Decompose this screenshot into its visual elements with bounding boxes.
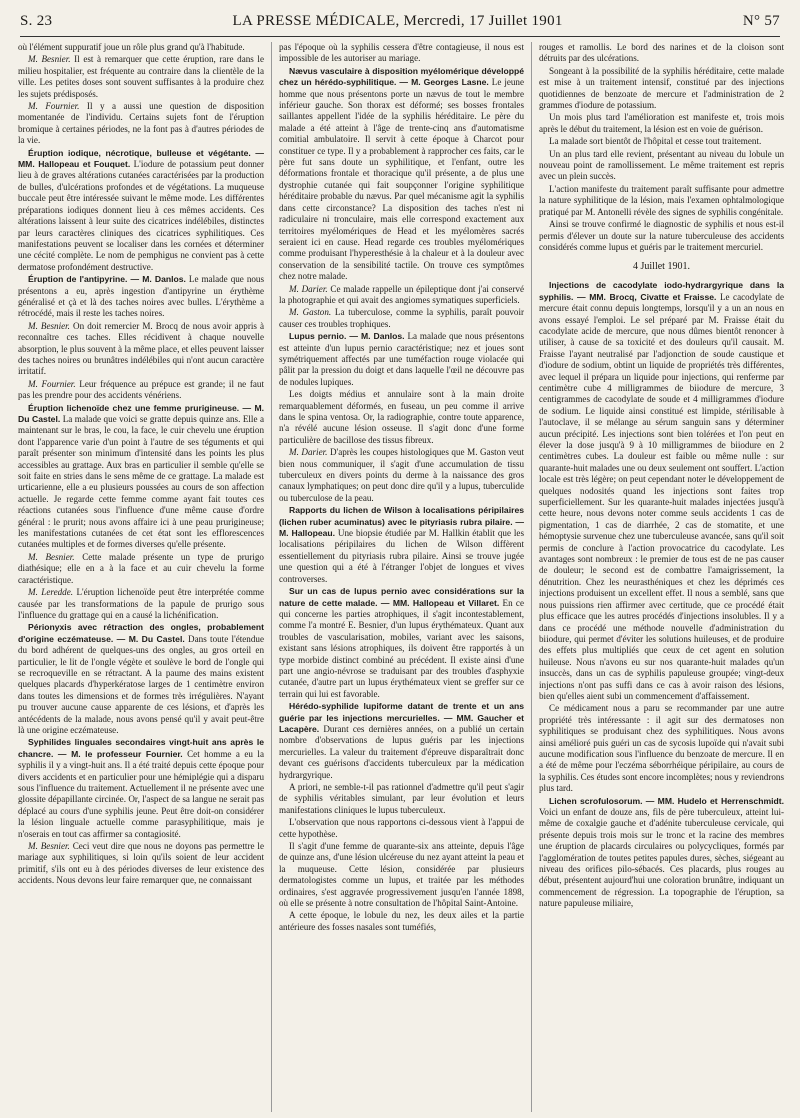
paragraph xyxy=(18,552,264,586)
paragraph-text: Cet homme a eu la syphilis il y a vingt-huit ans. Il a été traité depuis cette époque pour divers accidents et en particulier pour une hémiplégie qui a disparu sous l'influence du traitement. Actuellement il ne présente avec une glossite dépapillante circinée. Or, l'aspect de sa langue ne serait pas déplacé au cours d'une syphilis jeune. Peut être doit-on considérer la lésion linguale actuelle comme parasyphilitique, mais je n'oserais en tout cas affirmer sa contagiosité. xyxy=(18,748,264,839)
paragraph-text: où l'élément suppuratif joue un rôle plus grand qu'à l'habitude. xyxy=(18,42,245,52)
paragraph xyxy=(18,274,264,320)
header-masthead: LA PRESSE MÉDICALE, Mercredi, 17 Juillet 1901 xyxy=(232,12,563,29)
column-2 xyxy=(271,42,524,1112)
page-header xyxy=(20,8,780,34)
paragraph-heading: Injections de cacodylate iodo-hydrargyrique dans la syphilis. — MM. Brocq, Civatte et Fraisse. xyxy=(539,280,784,302)
speaker-name: M. Darier. xyxy=(289,447,328,458)
paragraph xyxy=(18,841,264,887)
paragraph-text: L'action manifeste du traitement paraît suffisante pour admettre la nature syphilitique de la lésion, mais l'examen ophtalmologique pratiqué par M. Antonelli révèle des signes de syphilis congénitale. xyxy=(539,183,784,217)
speaker-name: M. Besnier. xyxy=(28,841,70,852)
paragraph xyxy=(539,796,784,910)
paragraph xyxy=(18,148,264,273)
paragraph xyxy=(18,622,264,736)
paragraph xyxy=(279,331,524,388)
header-section: S. 23 xyxy=(20,12,53,29)
paragraph-text: pas l'époque où la syphilis cessera d'être contagieuse, il nous est impossible de les autoriser au mariage. xyxy=(279,42,524,64)
paragraph xyxy=(539,149,784,183)
header-issue-number: N° 57 xyxy=(742,12,780,29)
paragraph xyxy=(18,42,264,53)
paragraph-text: Le cacodylate de mercure était connu depuis longtemps, lorsqu'il y a un an nous en avons essayé l'emploi. Le sel préparé par M. Fraisse était du cacodylate acide de mercure, que nous dûmes bientôt renoncer à utiliser, à cause de sa toxicité et des douleurs qu'il causait. M. Fraisse l'ayant neutralisé par l'adjonction de soude caustique et d'iodure de sodium, obtint un liquide de propriétés très différentes, avec lequel il prépara un liquide pour injections, qui renferme par centimètre cube 4 milligrammes de biiodure de mercure, 3 centigrammes de cacodylate de soude et 4 milligrammes d'iodure de sodium. Le liquide ainsi constitué est limpide, stérilisable à l'autoclave, il se mélange au sérum sanguin sans y déterminer aucun précipité. Les injections sont bien tolérées et l'on peut en élever la dose jusqu'à 9 à 10 milligrammes de biiodure en 2 centimètres cubes. La douleur est faible ou même nulle : sur quarante-huit malades une ou deux seulement ont souffert. L'action locale est très légère; on peut cependant noter le développement de quelques nodosités quand les injections sont faites trop superficiellement. Sur les quarante-huit malades injectées jusqu'à cette heure, nous devons noter comme seuls accidents 1 cas de pigmentation, 1 cas de diarrhée, 2 cas de stomatite, et une hémoptysie survenue chez une tuberculeuse avancée, sans qu'il soit permis de conclure à l'action provocatrice du cacodylate. Les avantages sont nombreux : le premier de tous est de ne pas causer de douleur; le second est de combattre l'amaigrissement, la dénutrition. Chez les neurasthéniques et chez les déprimés ces injections produisent un excellent effet. Il nous a semblé, sans que nous puissions rien affirmer avec certitude, que ce procédé était plus efficace que les autres procédés d'injections insolubles. Il y a dans ce procédé une méthode nouvelle d'administration du biiodure, qui permet d'éviter les solutions huileuses, et de produire des effets plus multipliés que ceux de cet agent en solution huileuse. Nous n'avons eu sur nos quarante-huit malades qu'un insuccès, dans un cas de syphilis papuleuse groupée; vingt-deux injections n'ont pas suffi dans ce cas à avoir raison des lésions, bien qu'elles aient subi un commencement d'affaissement. xyxy=(539,291,784,701)
paragraph-text: L'éruption lichenoïde peut être interprétée comme causée par les transformations de la papule de prurigo sous l'influence du grattage qui en a causé la lichénification. xyxy=(18,587,264,620)
paragraph xyxy=(18,587,264,621)
paragraph-text: Cette malade présente un type de prurigo diathésique; elle en a à la face et au cuir chevelu la forme caractéristique. xyxy=(18,551,264,585)
paragraph xyxy=(539,280,784,702)
paragraph xyxy=(539,136,784,147)
paragraph xyxy=(18,101,264,147)
paragraph xyxy=(18,54,264,100)
speaker-name: M. Besnier. xyxy=(28,54,71,65)
paragraph-heading: Syphilides linguales secondaires vingt-huit ans après le chancre. — M. le professeur Fournier. xyxy=(18,737,264,759)
paragraph xyxy=(279,782,524,816)
paragraph-text: Le jeune homme que nous présentons porte un nævus de tout le membre inférieur gauche. Son thorax est déformé; ses bosses frontales saillantes appellent l'idée de la syphilis héréditaire. Le père du malade a été atteint à l'âge de trente-cinq ans d'automatisme comitial ambulatoire. Il servit à cette époque à Charcot pour constituer ce type. Il y a probablement à rapprocher ces faits, car le père fut sans doute un syphilitique, et l'enfant, outre les déformations frontale et thoracique qu'il présente, a de plus une dystrophie cutanée qui fait soupçonner l'origine syphilitique héréditaire probable du nævus. Par quel mécanisme agit la syphilis dans cette circonstance? La disposition des taches n'est ni radiculaire ni tronculaire, mais elle correspond exactement aux territoires myélomériques de Head et les myélomères sacrés seraient ici en cause. Head regarde ces troubles myélomériques comme produisant l'hyperesthésie à la chaleur et à la douleur avec conservation de la sensibilité tactile. On trouve ces symptômes chez notre malade. xyxy=(279,77,524,282)
paragraph-text: Durant ces dernières années, on a publié un certain nombre d'observations de lupus guéris par les injections mercurielles. La valeur du traitement d'épreuve disparaîtrait donc devant ces guérisons d'accidents tuberculeux par la médication hydrargyrique. xyxy=(279,723,524,780)
paragraph-text: La malade que nous présentons est atteinte d'un lupus pernio caractéristique; nez et joues sont symétriquement affectés par une tuméfaction rouge violacée qui pâlit par la pression du doigt et dans laquelle l'œil ne découvre pas de nodules lupiques. xyxy=(279,331,524,387)
paragraph-text: Il est à remarquer que cette éruption, rare dans le milieu hospitalier, est fréquente au contraire dans la clientèle de la ville. Les petites doses sont souvent suffisantes à la produire chez les sujets prédisposés. xyxy=(18,54,264,99)
speaker-name: M. Gaston. xyxy=(289,307,332,318)
paragraph-text: Leur fréquence au prépuce est grande; il ne faut pas les prendre pour des accidents vénériens. xyxy=(18,378,264,401)
speaker-name: M. Besnier. xyxy=(28,551,75,562)
column-1 xyxy=(18,42,264,1112)
paragraph xyxy=(18,379,264,402)
paragraph xyxy=(279,910,524,933)
paragraph-text: A priori, ne semble-t-il pas rationnel d'admettre qu'il peut s'agir de syphilis véritables simulant, par leur évolution et leurs manifestations cliniques le lupus tuberculeux. xyxy=(279,782,524,815)
paragraph-text: Un mois plus tard l'amélioration est manifeste et, trois mois après le début du traitement, la lésion est en voie de guérison. xyxy=(539,112,784,134)
paragraph-text: L'observation que nous rapportons ci-dessous vient à l'appui de cette hypothèse. xyxy=(279,817,524,839)
paragraph-text: La malade que voici se gratte depuis quinze ans. Elle a maintenant sur le bras, le cou, la face, le cuir chevelu une éruption dont l'apparence varie d'un point à l'autre de ses téguments et qui paraît présenter son minimum d'intensité dans les points les plus accessibles au grattage. Aux bras en particulier il semble qu'elle se soit faite en stries dans le sens même de ce grattage. La malade est urticarienne, elle a eu plusieurs poussées au cours de son affection actuelle. Je regarde cette femme comme ayant fait toutes ces réactions cutanées sous l'influence d'une même cause d'ordre général : le prurit; nous avons affaire ici à une peau prurigineuse; les manifestations cutanées de cet état sont les efflorescences cutanées multiples et de formes diverses qu'elle présente. xyxy=(18,414,264,550)
paragraph-text: La tuberculose, comme la syphilis, paraît pouvoir causer ces troubles trophiques. xyxy=(279,307,524,329)
paragraph-text: Il y a aussi une question de disposition momentanée de l'individu. Certains sujets font de l'éruption bromique à certaines périodes, ne la font pas à d'autres périodes de la vie. xyxy=(18,101,264,146)
section-date: 4 Juillet 1901. xyxy=(633,261,690,273)
paragraph xyxy=(279,505,524,585)
paragraph xyxy=(279,66,524,283)
paragraph-text: Voici un enfant de douze ans, fils de père tuberculeux, atteint lui-même de coxalgie gauche et d'adénite tuberculeuse cervicale, qui présente depuis trois mois sur le tronc et la racine des membres une éruption de placards circulaires ou polycycliques, formés par l'agglomération de toutes petites papules dures, sèches, siégeant au niveau des orifices pilo-sébacés. Ces placards, plus rouges au début, présentent aujourd'hui une coloration brunâtre, indiquant un commencement de régression. La topographie de l'éruption, sa nature papuleuse miliaire, xyxy=(539,807,784,909)
paragraph xyxy=(539,66,784,112)
paragraph xyxy=(279,389,524,446)
paragraph xyxy=(279,42,524,65)
paragraph-heading: Sur un cas de lupus pernio avec considérations sur la nature de cette malade. — MM. Hallopeau et Villaret. xyxy=(279,586,524,608)
paragraph-text: La malade sort bientôt de l'hôpital et cesse tout traitement. xyxy=(549,136,762,147)
paragraph-text: Une biopsie étudiée par M. Hallkin établit que les localisations péripilaires du lichen de Wilson diffèrent essentiellement du pityriasis rubra pilaire. Ainsi se trouve jugée une question qui a été à l'étranger l'objet de longues et vives controverses. xyxy=(279,528,524,584)
paragraph-text: L'iodure de potassium peut donner lieu à de graves altérations cutanées caractérisées par la production de bulles, d'ulcérations profondes et de végétations. La muqueuse buccale peut être intéressée suivant le même mode. Les différentes préparations iodiques donnent lieu à ces mêmes accidents. Ces altérations laissent à leur suite des cicatrices indélébiles, distinctes par leurs caractères cliniques des cicatrices syphilitiques. Ces manifestations peuvent se localiser dans les cornées et déterminer une cécité complète. Le nom de pemphigus ne convient pas à cette dermatose profondément destructive. xyxy=(18,159,264,272)
paragraph-heading: Lupus pernio. — M. Danlos. xyxy=(289,331,405,342)
paragraph-heading: Périonyxis avec rétraction des ongles, probablement d'origine eczémateuse. — M. Du Castel. xyxy=(18,622,264,644)
paragraph xyxy=(279,586,524,700)
paragraph-text: On doit remercier M. Brocq de nous avoir appris à reconnaître ces taches. Elles récidivent à chaque nouvelle absorption, le plus souvent à la même place, et elles peuvent laisser des taches noires ou brunâtres indélébiles qui n'ont aucun caractère irritatif. xyxy=(18,320,264,377)
text-columns xyxy=(18,42,784,1112)
speaker-name: M. Fournier. xyxy=(28,101,80,112)
paragraph-text: Le malade que nous présentons a eu, après ingestion d'antipyrine un érythème généralisé et çà et là des taches noires avec bulles. L'érythème a rétrocédé, mais il reste les taches noires. xyxy=(18,274,264,319)
paragraph xyxy=(539,112,784,135)
paragraph-text: Ce malade rappelle un épileptique dont j'ai conservé la photographie et qui avait des angiomes symatiques superficiels. xyxy=(279,283,524,305)
paragraph-heading: Hérédo-syphilide lupiforme datant de trente et un ans guérie par les injections mercurielles. — MM. Gaucher et Lacapère. xyxy=(279,701,524,734)
paragraph-text: Ceci veut dire que nous ne doyons pas permettre le mariage aux syphilitiques, si loin qu'ils soient de leur accident primitif, s'ils ont eu à des périodes diverses de leur existence des accidents. Nous devons leur faire remarquer que, ne connaissant xyxy=(18,841,264,886)
paragraph-text: Il s'agit d'une femme de quarante-six ans atteinte, depuis l'âge de quinze ans, d'une lésion ulcéreuse du nez ayant atteint la peau et la muqueuse. Cette lésion, considérée par plusieurs dermatologistes comme un lupus, et traitée par les méthodes ordinaires, s'est aggravée progressivement jusqu'en l'année 1898, où elle se présente à notre consultation de l'hôpital Saint-Antoine. xyxy=(279,841,524,909)
paragraph xyxy=(279,307,524,330)
paragraph xyxy=(279,841,524,909)
paragraph xyxy=(18,403,264,551)
speaker-name: M. Darier. xyxy=(289,283,328,294)
paragraph xyxy=(18,737,264,840)
paragraph-text: Les doigts médius et annulaire sont à la main droite remarquablement déformés, en fuseau, un peu comme il arrive dans le spina ventosa. Or, la radiographie, contre toute apparence, n'a révélé aucune lésion osseuse. Il s'agit donc d'une forme particulière de bacillose des tissus fibreux. xyxy=(279,389,524,445)
paragraph-heading: Éruption de l'antipyrine. — M. Danlos. xyxy=(28,274,186,285)
speaker-name: M. Besnier. xyxy=(28,320,70,331)
paragraph xyxy=(539,184,784,218)
paragraph xyxy=(279,284,524,307)
paragraph xyxy=(279,701,524,781)
paragraph xyxy=(279,817,524,840)
paragraph-text: Un an plus tard elle revient, présentant au niveau du lobule un nouveau point de ramollissement. Le même traitement est repris avec un plein succès. xyxy=(539,148,784,182)
paragraph-text: Ce médicament nous a paru se recommander par une autre propriété très intéressante : il agit sur des dermatoses non syphilitiques se produisant chez des syphilitiques. Nous avons ainsi amélioré puis guéri un cas de sycosis lupoïde qui n'avait subi aucune modification sous l'influence du benzoate de mercure. Il en a été de même pour l'eczéma séborrhéique péripilaire, au cours de la syphilis. Ces études sont encore incomplètes; nous y reviendrons plus tard. xyxy=(539,703,784,794)
paragraph-text: D'après les coupes histologiques que M. Gaston veut bien nous communiquer, il s'agit d'une accumulation de tissu tuberculeux en divers points du derme à la naissance des gros canaux lymphatiques; on peut donc dire qu'il y a lupus, tuberculide ou tuberculose de la peau. xyxy=(279,447,524,503)
paragraph xyxy=(539,703,784,794)
paragraph xyxy=(18,321,264,378)
paragraph-text: En ce qui concerne les parties atrophiques, il s'agit incontestablement, comme l'a montré E. Besnier, d'un lupus érythémateux. Quant aux troubles de vascularisation, mobiles, variant avec les saisons, existant sans lésions atrophiques, ils doivent être rapportés à un type morbide distinct combiné au précédent. Il existe ainsi d'une part une angio-névrose se traduisant par des troubles d'asphyxie cutanée, d'autre part un lupus érythémateux vient se greffer sur ce terrain qui lui est favorable. xyxy=(279,597,524,699)
paragraph-heading: Éruption lichenoïde chez une femme prurigineuse. — M. Du Castel. xyxy=(18,402,264,424)
paragraph-heading: Rapports du lichen de Wilson à localisations péripilaires (lichen ruber acuminatus) avec le pityriasis rubra pilaire. — M. Hallopeau. xyxy=(279,505,524,539)
paragraph-text: A cette époque, le lobule du nez, les deux ailes et la partie antérieure des fosses nasales sont tuméfiés, xyxy=(279,910,524,932)
speaker-name: M. Fournier. xyxy=(28,378,76,389)
speaker-name: M. Leredde. xyxy=(28,587,74,598)
paragraph-heading: Nævus vasculaire à disposition myélomérique développé chez un hérédo-syphilitique. — M. Georges Lasne. xyxy=(279,65,524,88)
paragraph-heading: Éruption iodique, nécrotique, bulleuse et végétante. — MM. Hallopeau et Fouquet. xyxy=(18,147,264,170)
column-3 xyxy=(531,42,784,1112)
paragraph-text: Ainsi se trouve confirmé le diagnostic de syphilis et nous est-il permis d'élever un doute sur la nature tuberculeuse des accidents considérés comme lupus et guéris par le traitement mercuriel. xyxy=(539,219,784,252)
paragraph-text: Songeant à la possibilité de la syphilis héréditaire, cette malade est mise à un traitement intensif, constitué par des injections quotidiennes de benzoate de mercure et l'administration de 2 grammes d'iodure de potassium. xyxy=(539,65,784,111)
paragraph-text: rouges et ramollis. Le bord des narines et de la cloison sont détruits par des ulcérations. xyxy=(539,42,784,64)
header-rule xyxy=(20,36,780,37)
paragraph xyxy=(279,447,524,504)
paragraph xyxy=(539,42,784,65)
paragraph-heading: Lichen scrofulosorum. — MM. Hudelo et Herrenschmidt. xyxy=(549,795,784,806)
paragraph-text: Dans toute l'étendue du bord adhérent de quelques-uns des ongles, au gros orteil en particulier, le lit de l'ongle végète et soulève le bord de l'ongle qui se recroqueville en se rétractant. A la paume des mains existent quelques placards d'hyperkératose larges de 1 centimètre environ dans toutes les dimensions et de formes très irrégulières. N'ayant pu trouver aucune cause apparente de ces lésions, et d'après les antécédents de la malade, nous avons pensé qu'il y avait peut-être là une origine eczémateuse. xyxy=(18,633,264,735)
paragraph xyxy=(539,219,784,253)
